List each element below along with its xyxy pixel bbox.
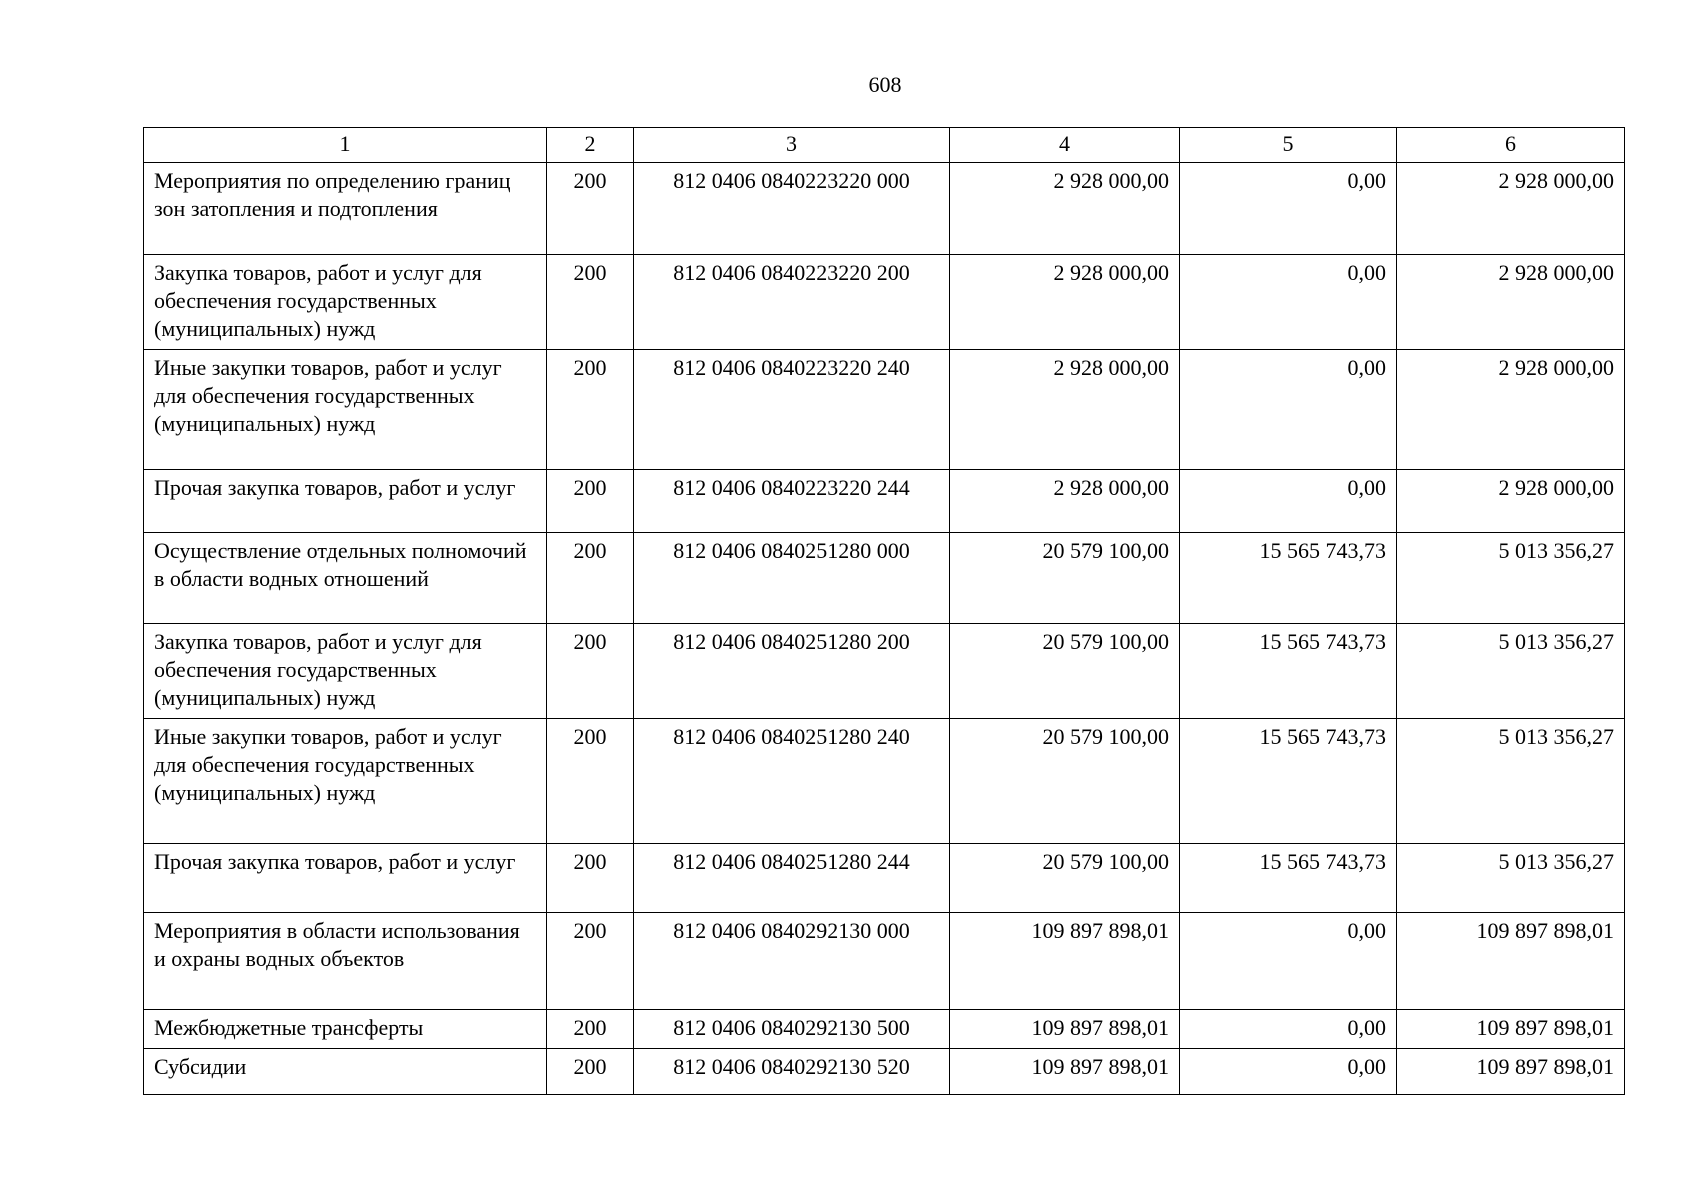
table-row (144, 719, 1625, 844)
row-plan: 20 579 100,00 (950, 533, 1180, 624)
row-code: 200 (547, 163, 634, 255)
row-name: Прочая закупка товаров, работ и услуг (144, 470, 547, 533)
row-plan: 109 897 898,01 (950, 913, 1180, 1010)
table-row (144, 1010, 1625, 1049)
row-remainder: 2 928 000,00 (1397, 255, 1625, 350)
row-remainder: 5 013 356,27 (1397, 624, 1625, 719)
row-name: Иные закупки товаров, работ и услуг для обеспечения государственных (муниципальных) нужд (144, 719, 547, 844)
row-plan: 2 928 000,00 (950, 470, 1180, 533)
row-classification: 812 0406 0840251280 244 (634, 844, 950, 913)
row-executed: 0,00 (1180, 1049, 1397, 1095)
row-executed: 15 565 743,73 (1180, 719, 1397, 844)
row-code: 200 (547, 1010, 634, 1049)
row-remainder: 109 897 898,01 (1397, 1049, 1625, 1095)
row-code: 200 (547, 533, 634, 624)
table-row (144, 624, 1625, 719)
table-header (144, 128, 1625, 163)
row-code: 200 (547, 913, 634, 1010)
table-row (144, 255, 1625, 350)
row-classification: 812 0406 0840251280 240 (634, 719, 950, 844)
row-name: Межбюджетные трансферты (144, 1010, 547, 1049)
row-classification: 812 0406 0840292130 500 (634, 1010, 950, 1049)
row-remainder: 2 928 000,00 (1397, 163, 1625, 255)
row-name: Иные закупки товаров, работ и услуг для обеспечения государственных (муниципальных) нужд (144, 350, 547, 470)
row-remainder: 5 013 356,27 (1397, 719, 1625, 844)
row-name: Мероприятия по определению границ зон затопления и подтопления (144, 163, 547, 255)
row-executed: 0,00 (1180, 163, 1397, 255)
row-plan: 109 897 898,01 (950, 1049, 1180, 1095)
row-code: 200 (547, 719, 634, 844)
row-name: Закупка товаров, работ и услуг для обеспечения государственных (муниципальных) нужд (144, 255, 547, 350)
row-executed: 0,00 (1180, 350, 1397, 470)
row-name: Субсидии (144, 1049, 547, 1095)
row-name: Осуществление отдельных полномочий в области водных отношений (144, 533, 547, 624)
table-row (144, 913, 1625, 1010)
budget-table (143, 127, 1625, 1095)
row-plan: 20 579 100,00 (950, 844, 1180, 913)
row-remainder: 2 928 000,00 (1397, 350, 1625, 470)
row-plan: 20 579 100,00 (950, 624, 1180, 719)
column-header-4: 4 (950, 128, 1180, 163)
table-row (144, 470, 1625, 533)
row-code: 200 (547, 255, 634, 350)
column-header-1: 1 (144, 128, 547, 163)
table-row (144, 533, 1625, 624)
row-executed: 0,00 (1180, 470, 1397, 533)
row-plan: 109 897 898,01 (950, 1010, 1180, 1049)
row-name: Мероприятия в области использования и охраны водных объектов (144, 913, 547, 1010)
column-header-6: 6 (1397, 128, 1625, 163)
column-header-5: 5 (1180, 128, 1397, 163)
table-body (144, 163, 1625, 1095)
row-classification: 812 0406 0840251280 000 (634, 533, 950, 624)
row-code: 200 (547, 844, 634, 913)
row-code: 200 (547, 624, 634, 719)
row-plan: 2 928 000,00 (950, 163, 1180, 255)
row-remainder: 2 928 000,00 (1397, 470, 1625, 533)
table-row (144, 1049, 1625, 1095)
row-executed: 0,00 (1180, 913, 1397, 1010)
row-plan: 2 928 000,00 (950, 350, 1180, 470)
row-executed: 0,00 (1180, 255, 1397, 350)
row-code: 200 (547, 470, 634, 533)
row-name: Закупка товаров, работ и услуг для обеспечения государственных (муниципальных) нужд (144, 624, 547, 719)
row-plan: 20 579 100,00 (950, 719, 1180, 844)
row-classification: 812 0406 0840223220 200 (634, 255, 950, 350)
row-executed: 15 565 743,73 (1180, 844, 1397, 913)
row-classification: 812 0406 0840223220 244 (634, 470, 950, 533)
header-row (144, 128, 1625, 163)
row-name: Прочая закупка товаров, работ и услуг (144, 844, 547, 913)
row-classification: 812 0406 0840292130 520 (634, 1049, 950, 1095)
row-classification: 812 0406 0840223220 000 (634, 163, 950, 255)
row-classification: 812 0406 0840223220 240 (634, 350, 950, 470)
row-classification: 812 0406 0840292130 000 (634, 913, 950, 1010)
table-row (144, 350, 1625, 470)
row-executed: 0,00 (1180, 1010, 1397, 1049)
page-number: 608 (868, 72, 902, 97)
row-code: 200 (547, 350, 634, 470)
row-plan: 2 928 000,00 (950, 255, 1180, 350)
column-header-3: 3 (634, 128, 950, 163)
row-remainder: 5 013 356,27 (1397, 533, 1625, 624)
table-row (144, 163, 1625, 255)
row-remainder: 109 897 898,01 (1397, 913, 1625, 1010)
row-executed: 15 565 743,73 (1180, 624, 1397, 719)
row-remainder: 109 897 898,01 (1397, 1010, 1625, 1049)
row-remainder: 5 013 356,27 (1397, 844, 1625, 913)
row-executed: 15 565 743,73 (1180, 533, 1397, 624)
row-code: 200 (547, 1049, 634, 1095)
row-classification: 812 0406 0840251280 200 (634, 624, 950, 719)
table-row (144, 844, 1625, 913)
column-header-2: 2 (547, 128, 634, 163)
